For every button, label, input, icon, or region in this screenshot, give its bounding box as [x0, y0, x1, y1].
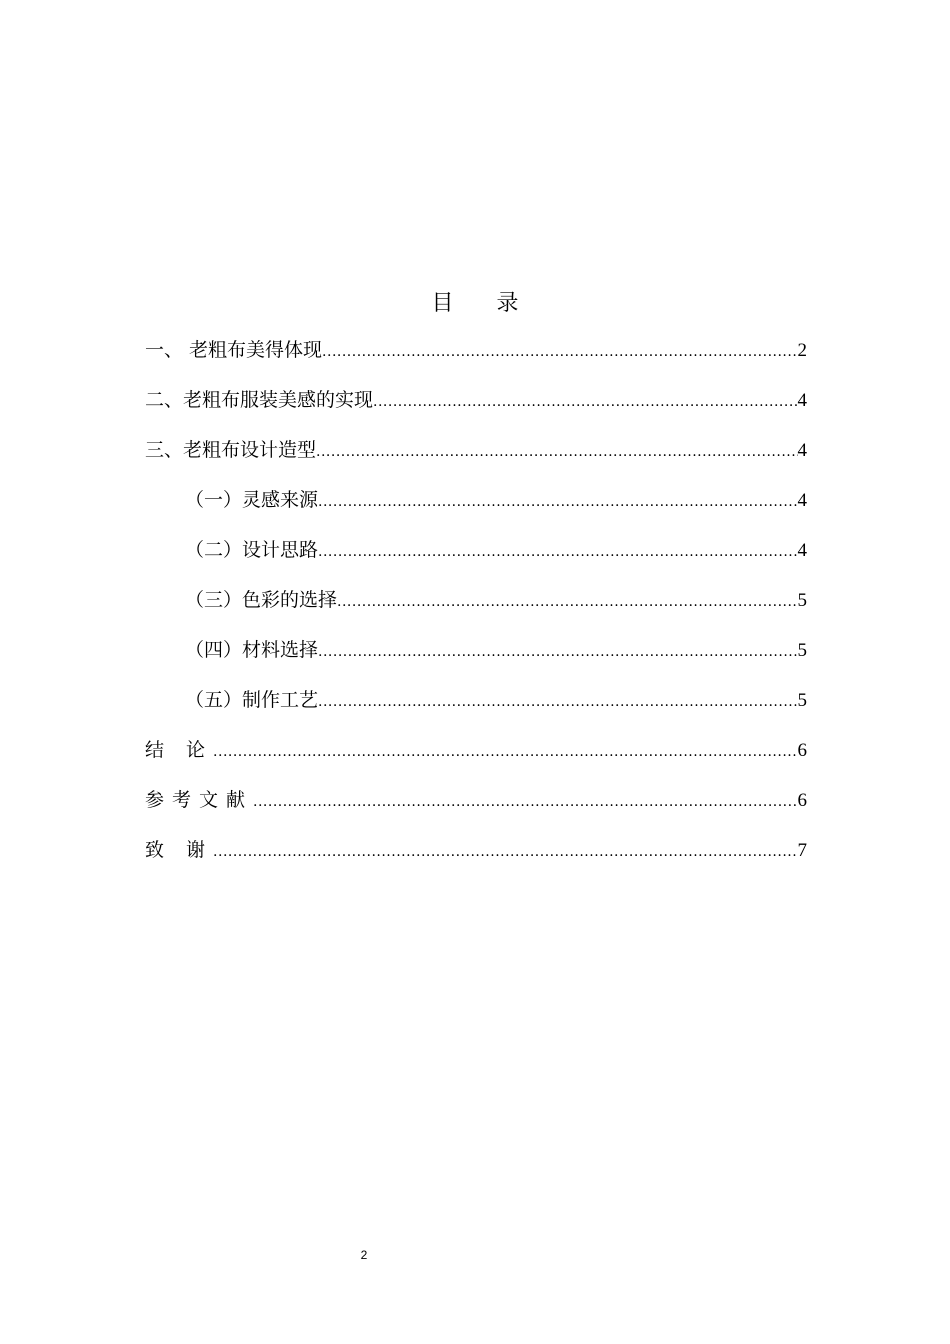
toc-entry-page: 7: [797, 840, 807, 861]
toc-entry[interactable]: [145, 432, 807, 482]
page-number: 2: [360, 1248, 368, 1262]
toc-leader-dots: [213, 734, 797, 770]
toc-leader-dots: [337, 584, 797, 620]
toc-entry-page: 5: [797, 690, 807, 711]
toc-entry-label: （三）色彩的选择: [185, 589, 338, 611]
toc-entry-page: 2: [797, 340, 807, 361]
toc-entry-page: 4: [797, 390, 807, 411]
toc-entry-label: 参考文献: [145, 789, 254, 811]
toc-entry-page: 5: [797, 640, 807, 661]
toc-entry[interactable]: [145, 832, 807, 882]
toc-entry-label: 结 论: [145, 739, 214, 761]
toc-subentry[interactable]: [145, 482, 807, 532]
toc-entry-label: 二、老粗布服装美感的实现: [145, 389, 374, 411]
toc-entry-page: 4: [797, 540, 807, 561]
toc-entry[interactable]: [145, 782, 807, 832]
toc-entry[interactable]: [145, 732, 807, 782]
toc-title: 目 录: [431, 291, 537, 316]
toc-subentry[interactable]: [145, 682, 807, 732]
toc-entry-page: 6: [797, 790, 807, 811]
toc-leader-dots: [322, 334, 797, 370]
toc-entry-label: 一、 老粗布美得体现: [145, 339, 323, 361]
toc-entry[interactable]: [145, 332, 807, 382]
toc-leader-dots: [213, 834, 797, 870]
toc-entry[interactable]: [145, 382, 807, 432]
toc-leader-dots: [373, 384, 797, 420]
toc-leader-dots: [316, 434, 797, 470]
toc-entry-page: 4: [797, 490, 807, 511]
toc-leader-dots: [318, 684, 797, 720]
toc-entry-label: （二）设计思路: [185, 539, 319, 561]
toc-subentry[interactable]: [145, 632, 807, 682]
toc-entry-page: 4: [797, 440, 807, 461]
toc-entry-label: （一）灵感来源: [185, 489, 319, 511]
toc-entry-label: （五）制作工艺: [185, 689, 319, 711]
toc-entry-label: （四）材料选择: [185, 639, 319, 661]
toc-leader-dots: [318, 484, 797, 520]
toc-leader-dots: [253, 784, 797, 820]
toc-entry-label: 三、老粗布设计造型: [145, 439, 317, 461]
toc-subentry[interactable]: [145, 532, 807, 582]
toc-leader-dots: [318, 634, 797, 670]
toc-leader-dots: [318, 534, 797, 570]
toc-subentry[interactable]: [145, 582, 807, 632]
toc-entry-page: 6: [797, 740, 807, 761]
toc-entry-label: 致 谢: [145, 839, 214, 861]
table-of-contents: [145, 332, 807, 882]
toc-entry-page: 5: [797, 590, 807, 611]
